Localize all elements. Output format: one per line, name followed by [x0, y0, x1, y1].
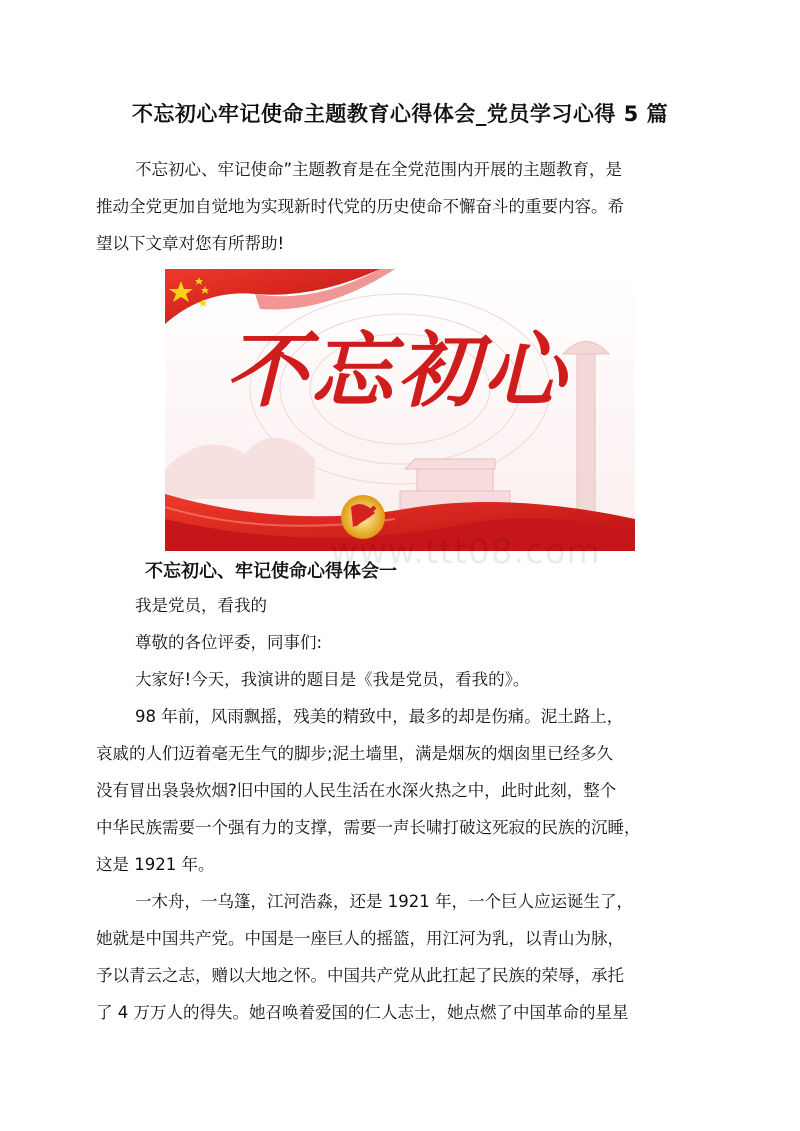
body-line: 哀戚的人们迈着毫无生气的脚步;泥土墙里，满是烟灰的烟囱里已经多久 [96, 744, 614, 763]
body-line: 了 4 万万人的得失。她召唤着爱国的仁人志士，她点燃了中国革命的星星 [96, 1003, 629, 1022]
body-line: 大家好!今天，我演讲的题目是《我是党员，看我的》。 [135, 670, 530, 689]
banner-caption: 不忘初心 [225, 323, 569, 419]
intro-line: 不忘初心、牢记使命”主题教育是在全党范围内开展的主题教育，是 [135, 160, 623, 179]
section-heading: 不忘初心、牢记使命心得体会一 [145, 561, 397, 582]
intro-line: 推动全党更加自觉地为实现新时代党的历史使命不懈奋斗的重要内容。希 [96, 197, 624, 216]
body-line: 予以青云之志，赠以大地之怀。中国共产党从此扛起了民族的荣辱，承托 [96, 966, 624, 985]
banner-image [165, 269, 635, 551]
document-title: 不忘初心牢记使命主题教育心得体会_党员学习心得 5 篇 [131, 102, 669, 126]
body-line: 没有冒出袅袅炊烟?旧中国的人民生活在水深火热之中，此时此刻，整个 [96, 781, 617, 800]
body-line: 尊敬的各位评委，同事们: [135, 633, 323, 652]
body-line: 我是党员，看我的 [135, 596, 267, 615]
body-line: 中华民族需要一个强有力的支撑，需要一声长啸打破这死寂的民族的沉睡， [96, 818, 641, 837]
watermark: www.ttt08.com [330, 532, 601, 572]
body-line: 一木舟，一乌篷，江河浩淼，还是 1921 年，一个巨人应运诞生了， [135, 892, 633, 911]
body-line: 98 年前，风雨飘摇，残美的精致中，最多的却是伤痛。泥土路上， [135, 707, 624, 726]
body-line: 她就是中国共产党。中国是一座巨人的摇篮，用江河为乳，以青山为脉， [96, 929, 624, 948]
body-line: 这是 1921 年。 [96, 855, 215, 874]
intro-line: 望以下文章对您有所帮助! [96, 234, 285, 253]
